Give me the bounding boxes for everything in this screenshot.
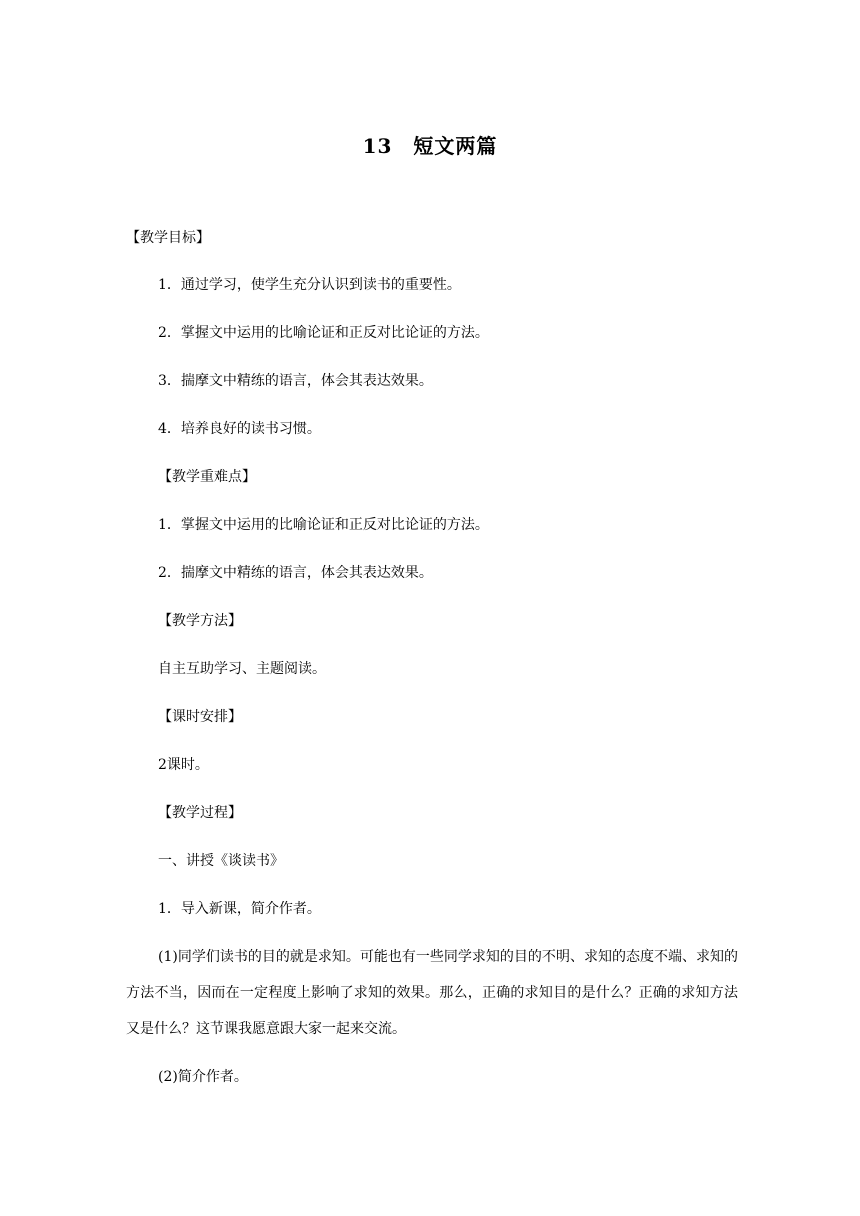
key-point-item-1: 1．掌握文中运用的比喻论证和正反对比论证的方法。 [158,517,489,533]
objective-item-2: 2．掌握文中运用的比喻论证和正反对比论证的方法。 [158,325,489,341]
schedule-heading: 【课时安排】 [158,709,242,725]
key-points-heading: 【教学重难点】 [158,469,256,485]
methods-heading: 【教学方法】 [158,613,242,629]
objectives-heading: 【教学目标】 [126,230,210,246]
objective-item-4: 4．培养良好的读书习惯。 [158,421,321,437]
methods-text: 自主互助学习、主题阅读。 [158,661,326,677]
step-one-text: 1．导入新课，简介作者。 [158,901,321,917]
objective-item-1: 1．通过学习，使学生充分认识到读书的重要性。 [158,277,461,293]
intro-paragraph: (1)同学们读书的目的就是求知。可能也有一些同学求知的目的不明、求知的态度不端、求知的方法不当，因而在一定程度上影响了求知的效果。那么，正确的求知目的是什么？正确的求知方法又是什么？这节课我愿意跟大家一起来交流。 [126,949,738,1037]
objective-item-3: 3．揣摩文中精练的语言，体会其表达效果。 [158,373,433,389]
section-one-heading: 一、讲授《谈读书》 [158,853,284,869]
document-title: 13 短文两篇 [362,134,498,158]
schedule-text: 2课时。 [158,757,209,773]
key-point-item-2: 2．揣摩文中精练的语言，体会其表达效果。 [158,565,433,581]
author-intro-text: (2)简介作者。 [158,1069,248,1085]
process-heading: 【教学过程】 [158,805,242,821]
